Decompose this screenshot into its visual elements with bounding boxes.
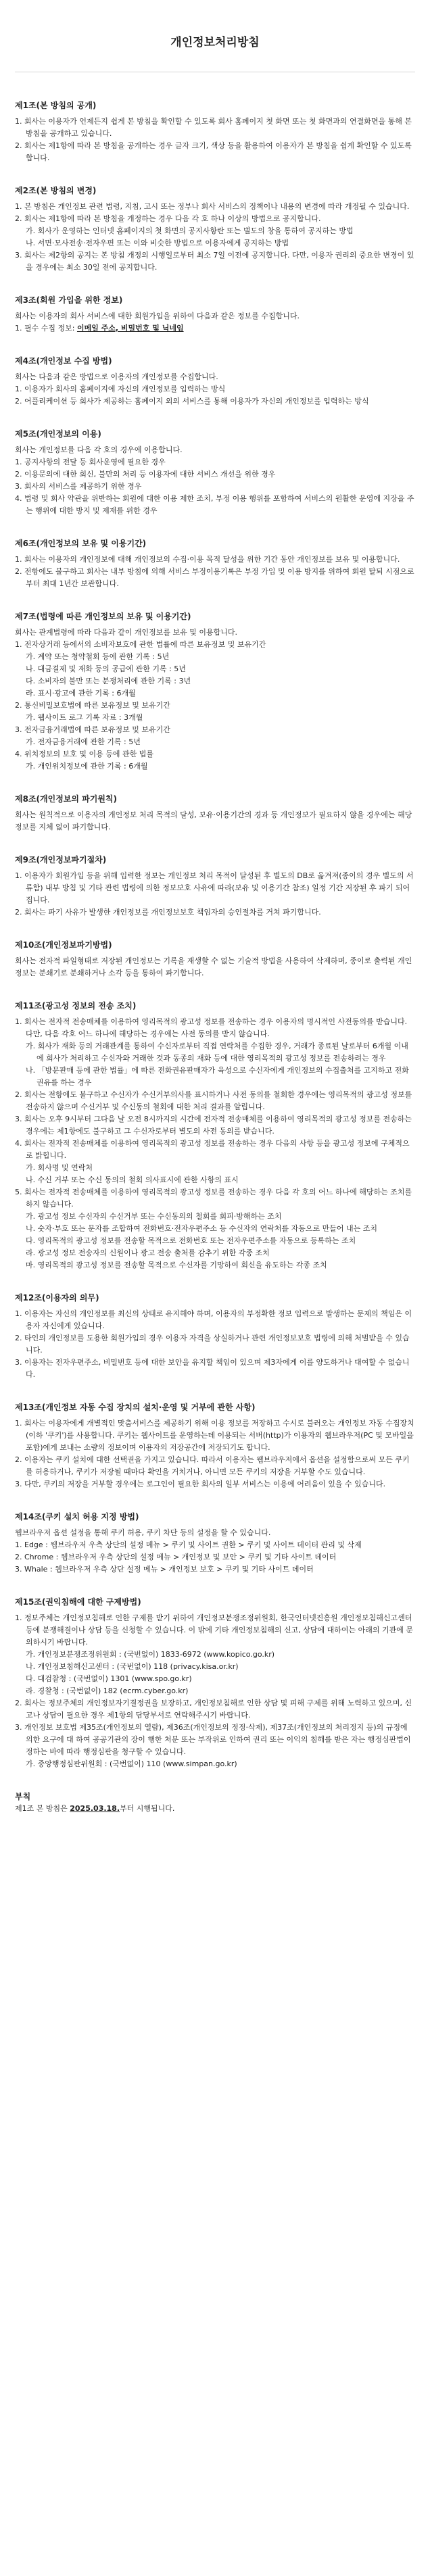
article-item <box>15 1478 415 1490</box>
item-text: 2. Chrome : 웹브라우저 우측 상단의 설정 메뉴 > 개인정보 및 보안 > 쿠키 및 기타 사이트 데이터 <box>15 1553 337 1561</box>
item-text: 가. 개인정보분쟁조정위원회 : (국번없이) 1833-6972 (www.kopico.go.kr) <box>26 1650 275 1659</box>
article-item <box>15 1357 415 1381</box>
item-text: 2. 회사는 파기 사유가 발생한 개인정보를 개인정보보호 책임자의 승인절차를 거쳐 파기합니다. <box>15 908 321 917</box>
item-text: 1. 공지사항의 전달 등 회사운영에 필요한 경우 <box>15 458 166 466</box>
item-text: 가. 광고성 정보 수신자의 수신거부 또는 수신동의의 철회를 회피·방해하는 조치 <box>26 1212 282 1221</box>
article-heading: 제7조(법령에 따른 개인정보의 보유 및 이용기간) <box>15 612 191 621</box>
article-item <box>15 383 415 395</box>
item-text: 가. 계약 또는 청약철회 등에 관한 기록 : 5년 <box>26 652 170 661</box>
article-5 <box>15 428 415 517</box>
item-text: 3. 회사의 서비스를 제공하기 위한 경우 <box>15 482 142 491</box>
article-item <box>15 1758 415 1770</box>
article-item <box>15 627 415 639</box>
item-text: 라. 경찰청 : (국번없이) 182 (ecrm.cyber.go.kr) <box>26 1686 189 1695</box>
item-text: 1. 회사는 이용자의 개인정보에 대해 개인정보의 수집·이용 목적 달성을 위한 기간 동안 개인정보를 보유 및 이용합니다. <box>15 555 400 564</box>
article-item <box>15 736 415 748</box>
article-item <box>15 1040 415 1065</box>
article-item <box>15 493 415 517</box>
item-text: 2. 이용자는 쿠키 설치에 대한 선택권을 가지고 있습니다. 따라서 이용자는 웹브라우저에서 옵션을 설정함으로써 모든 쿠키를 허용하거나, 쿠키가 저장될 때마다 확인을 거치거나, 아니면 모든 쿠키의 저장을 거부할 수도 있습니다. <box>15 1455 410 1476</box>
article-15 <box>15 1596 415 1770</box>
item-text: 가. 개인위치정보에 관한 기록 : 6개월 <box>26 762 148 771</box>
article-item <box>15 1186 415 1211</box>
item-text: 나. 「방문판매 등에 관한 법률」에 따른 전화권유판매자가 육성으로 수신자에게 개인정보의 수집출처를 고지하고 전화권유를 하는 경우 <box>26 1066 409 1087</box>
item-text: 다. 소비자의 불만 또는 분쟁처리에 관한 기록 : 3년 <box>26 677 191 685</box>
article-items <box>15 1527 415 1576</box>
article-item <box>15 201 415 213</box>
article-heading: 제4조(개인정보 수집 방법) <box>15 356 112 366</box>
article-heading: 제14조(쿠키 설치 허용 지정 방법) <box>15 1512 139 1522</box>
item-text: 2. 회사는 제1항에 따라 본 방침을 개정하는 경우 다음 각 호 하나 이상의 방법으로 공지합니다. <box>15 214 321 223</box>
item-text: 2. 회사는 정보주체의 개인정보자기결정권을 보장하고, 개인정보침해로 인한 상담 및 피해 구제를 위해 노력하고 있으며, 신고나 상담이 필요한 경우 제1항의 담당부서로 연락해주시기 바랍니다. <box>15 1699 412 1720</box>
article-items <box>15 870 415 919</box>
article-heading: 제3조(회원 가입을 위한 정보) <box>15 295 123 305</box>
article-item <box>15 395 415 408</box>
article-item <box>15 748 415 760</box>
item-text: 1. 이용자는 자신의 개인정보를 최신의 상태로 유지해야 하며, 이용자의 부정확한 정보 입력으로 발생하는 문제의 책임은 이용자 자신에게 있습니다. <box>15 1309 412 1330</box>
article-item <box>15 237 415 249</box>
item-text: 1. 회사는 전자적 전송매체를 이용하여 영리목적의 광고성 정보를 전송하는 경우 이용자의 명시적인 사전동의를 받습니다. 다만, 다음 각호 어느 하나에 해당하는 경우에는 사전 동의를 받지 않습니다. <box>15 1017 408 1038</box>
item-text: 1. 정보주체는 개인정보침해로 인한 구제를 받기 위하여 개인정보분쟁조정위원회, 한국인터넷진흥원 개인정보침해신고센터 등에 분쟁해결이나 상담 등을 신청할 수 있습니다. 이 밖에 기타 개인정보침해의 신고, 상담에 대하여는 아래의 기관에 문의하시기 바랍니다. <box>15 1613 413 1647</box>
article-item <box>15 1417 415 1454</box>
article-item <box>15 1016 415 1040</box>
item-text: 회사는 다음과 같은 방법으로 이용자의 개인정보를 수집합니다. <box>15 372 218 381</box>
article-item <box>15 712 415 724</box>
item-text: 회사는 원칙적으로 이용자의 개인정보 처리 목적의 달성, 보유·이용기간의 경과 등 개인정보가 필요하지 않을 경우에는 해당 정보를 지체 없이 파기합니다. <box>15 810 412 831</box>
article-item <box>15 1259 415 1271</box>
article-item <box>15 140 415 164</box>
article-items <box>15 1612 415 1770</box>
article-item <box>15 675 415 687</box>
article-item <box>15 1247 415 1259</box>
article-item <box>15 1527 415 1539</box>
effective-date: 2025.03.18. <box>70 1804 120 1813</box>
item-text: 3. Whale : 웹브라우저 우측 상단 설정 메뉴 > 개인정보 보호 > 쿠키 및 기타 사이트 데이터 <box>15 1565 314 1574</box>
article-items <box>15 554 415 590</box>
article-item <box>15 809 415 833</box>
item-text: 4. 위치정보의 보호 및 이용 등에 관한 법률 <box>15 750 153 758</box>
article-item <box>15 1685 415 1697</box>
article-items <box>15 1016 415 1271</box>
item-text: 3. 전자금융거래법에 따른 보유정보 및 보유기간 <box>15 725 170 734</box>
item-text: 2. 타인의 개인정보를 도용한 회원가입의 경우 이용자 자격을 상실하거나 관련 개인정보보호 법령에 의해 처벌받을 수 있습니다. <box>15 1334 410 1355</box>
article-item <box>15 1332 415 1357</box>
article-item <box>15 554 415 566</box>
item-text: 가. 웹사이트 로그 기록 자료 : 3개월 <box>26 713 143 722</box>
item-text: 다. 대검찰청 : (국번없이) 1301 (www.spo.go.kr) <box>26 1674 192 1683</box>
article-11 <box>15 1000 415 1271</box>
article-item <box>15 566 415 590</box>
article-items <box>15 444 415 517</box>
article-item <box>15 1661 415 1673</box>
article-item <box>15 651 415 663</box>
article-item <box>15 1162 415 1174</box>
article-item <box>15 1065 415 1089</box>
article-item <box>15 1138 415 1162</box>
article-13 <box>15 1401 415 1490</box>
item-text: 회사는 개인정보를 다음 각 호의 경우에 이용합니다. <box>15 445 183 454</box>
addendum-text <box>15 1803 415 1815</box>
item-text: 3. 개인정보 보호법 제35조(개인정보의 열람), 제36조(개인정보의 정정·삭제), 제37조(개인정보의 처리정지 등)의 규정에 의한 요구에 대 하여 공공기관의 장이 행한 처분 또는 부작위로 인하여 권리 또는 이익의 침해를 받은 자는 행정심판법이 정하는 바에 따라 행정심판을 청구할 수 있습니다. <box>15 1723 411 1756</box>
article-items <box>15 955 415 979</box>
article-9 <box>15 854 415 919</box>
article-8 <box>15 793 415 833</box>
article-item <box>15 116 415 140</box>
item-text: 라. 표시·광고에 관한 기록 : 6개월 <box>26 689 136 698</box>
item-text: 2. 전항에도 불구하고 회사는 내부 방침에 의해 서비스 부정이용기록은 부정 가입 및 이용 방지를 위하여 회원 탈퇴 시점으로부터 최대 1년간 보관합니다. <box>15 567 414 588</box>
article-item <box>15 1089 415 1113</box>
item-text: 1. 회사는 이용자에게 개별적인 맞춤서비스를 제공하기 위해 이용 정보를 저장하고 수시로 불러오는 개인정보 자동 수집장치(이하 '쿠키')를 사용합니다. 쿠키는 웹사이트를 운영하는데 이용되는 서버(http)가 이용자의 웹브라우저(PC 및 모바일을 포함)에게 보내는 소량의 정보이며 이용자의 저장공간에 저장되기도 합니다. <box>15 1419 414 1452</box>
article-item <box>15 870 415 906</box>
item-text: 가. 회사명 및 연락처 <box>26 1163 93 1172</box>
article-item <box>15 1211 415 1223</box>
article-item <box>15 1649 415 1661</box>
article-item <box>15 1722 415 1758</box>
article-heading: 제6조(개인정보의 보유 및 이용기간) <box>15 539 147 548</box>
item-text: 가. 중앙행정심판위원회 : (국번없이) 110 (www.simpan.go.kr) <box>26 1759 237 1768</box>
item-text: 2. 회사는 전항에도 불구하고 수신자가 수신거부의사를 표시하거나 사전 동의를 철회한 경우에는 영리목적의 광고성 정보를 전송하지 않으며 수신거부 및 수신동의 철회에 대한 처리 결과를 알립니다. <box>15 1090 412 1111</box>
item-text: 나. 서면·모사전송·전자우편 또는 이와 비슷한 방법으로 이용자에게 공지하는 방법 <box>26 239 289 247</box>
item-text: 가. 회사가 재화 등의 거래관계를 통하여 수신자로부터 직접 연락처를 수집한 경우, 거래가 종료된 날로부터 6개월 이내에 회사가 처리하고 수신자와 거래한 것과 동종의 재화 등에 대한 영리목적의 광고성 정보를 전송하려는 경우 <box>26 1042 408 1063</box>
item-text: 3. 회사는 오후 9시부터 그다음 날 오전 8시까지의 시간에 전자적 전송매체를 이용하여 영리목적의 광고성 정보를 전송하는 경우에는 제1항에도 불구하고 그 수신자로부터 별도의 사전 동의를 받습니다. <box>15 1115 412 1136</box>
article-heading: 제11조(광고성 정보의 전송 조치) <box>15 1001 137 1011</box>
article-item <box>15 700 415 712</box>
article-item <box>15 663 415 675</box>
item-text: 3. 이용자는 전자우편주소, 비밀번호 등에 대한 보안을 유지할 책임이 있으며 제3자에게 이를 양도하거나 대여할 수 없습니다. <box>15 1358 410 1379</box>
article-heading: 제15조(권익침해에 대한 구제방법) <box>15 1597 141 1607</box>
article-item <box>15 225 415 237</box>
item-text: 나. 수신 거부 또는 수신 동의의 철회 의사표시에 관한 사항의 표시 <box>26 1175 239 1184</box>
article-item <box>15 1563 415 1576</box>
article-items <box>15 627 415 773</box>
article-4 <box>15 355 415 408</box>
item-text: 나. 개인정보침해신고센터 : (국번없이) 118 (privacy.kisa.or.kr) <box>26 1662 239 1671</box>
article-heading: 제12조(이용자의 의무) <box>15 1293 99 1303</box>
article-heading: 제8조(개인정보의 파기원칙) <box>15 794 118 804</box>
item-text: 나. 숫자·부호 또는 문자를 조합하여 전화번호·전자우편주소 등 수신자의 연락처를 자동으로 만들어 내는 조치 <box>26 1224 377 1233</box>
item-text: 웹브라우저 옵션 설정을 통해 쿠키 허용, 쿠키 차단 등의 설정을 할 수 있습니다. <box>15 1528 271 1537</box>
article-item <box>15 444 415 456</box>
item-text: 1. 본 방침은 개인정보 관련 법령, 지침, 고시 또는 정부나 회사 서비스의 정책이나 내용의 변경에 따라 개정될 수 있습니다. <box>15 202 410 211</box>
article-item <box>15 1697 415 1722</box>
article-item <box>15 1612 415 1649</box>
article-heading: 제9조(개인정보파기절차) <box>15 855 107 865</box>
item-text: 가. 전자금융거래에 관한 기록 : 5년 <box>26 737 141 746</box>
item-text: 마. 영리목적의 광고성 정보를 전송할 목적으로 수신자를 기망하여 회신을 유도하는 각종 조치 <box>26 1261 327 1269</box>
article-items <box>15 201 415 274</box>
article-items <box>15 116 415 164</box>
article-item <box>15 1235 415 1247</box>
article-heading: 제10조(개인정보파기방법) <box>15 940 112 950</box>
article-items <box>15 310 415 335</box>
article-items <box>15 371 415 408</box>
article-2 <box>15 185 415 274</box>
item-text: 3. 다만, 쿠키의 저장을 거부할 경우에는 로그인이 필요한 회사의 일부 서비스는 이용에 어려움이 있을 수 있습니다. <box>15 1480 386 1488</box>
article-item <box>15 1539 415 1551</box>
article-7 <box>15 610 415 773</box>
article-item <box>15 371 415 383</box>
article-item <box>15 1113 415 1138</box>
article-item <box>15 687 415 700</box>
article-item <box>15 1551 415 1563</box>
article-item <box>15 1673 415 1685</box>
article-items <box>15 1417 415 1490</box>
article-item <box>15 310 415 322</box>
article-item <box>15 456 415 468</box>
article-12 <box>15 1292 415 1381</box>
highlighted-text: 이메일 주소, 비밀번호 및 닉네임 <box>76 324 184 333</box>
item-text: 4. 법령 및 회사 약관을 위반하는 회원에 대한 이용 제한 조치, 부정 이용 행위를 포함하여 서비스의 원활한 운영에 지장을 주는 행위에 대한 방지 및 제재를 위한 경우 <box>15 494 414 515</box>
item-text: 3. 회사는 제2항의 공지는 본 방침 개정의 시행일로부터 최소 7일 이전에 공지합니다. 다만, 이용자 권리의 중요한 변경이 있을 경우에는 최소 30일 전에 공지합니다. <box>15 251 414 272</box>
item-text: 1. 필수 수집 정보: <box>15 324 77 333</box>
item-text: 회사는 전자적 파일형태로 저장된 개인정보는 기록을 재생할 수 없는 기술적 방법을 사용하여 삭제하며, 종이로 출력된 개인정보는 분쇄기로 분쇄하거나 소각 등을 통하여 파기합니다. <box>15 956 412 977</box>
article-heading: 제1조(본 방침의 공개) <box>15 101 97 110</box>
article-item <box>15 760 415 773</box>
article-heading: 제13조(개인정보 자동 수집 장치의 설치·운영 및 거부에 관한 사항) <box>15 1403 256 1412</box>
addendum <box>15 1791 415 1815</box>
article-item <box>15 468 415 481</box>
article-heading: 제5조(개인정보의 이용) <box>15 429 101 439</box>
article-item <box>15 481 415 493</box>
item-text: 1. 이용자가 회사의 홈페이지에 자신의 개인정보를 입력하는 방식 <box>15 385 226 393</box>
item-text: 회사는 관계법령에 따라 다음과 같이 개인정보를 보유 및 이용합니다. <box>15 628 237 637</box>
article-14 <box>15 1511 415 1576</box>
item-text: 라. 광고성 정보 전송자의 신원이나 광고 전송 출처를 감추기 위한 각종 조치 <box>26 1248 270 1257</box>
item-text: 다. 영리목적의 광고성 정보를 전송할 목적으로 전화번호 또는 전자우편주소를 자동으로 등록하는 조치 <box>26 1236 356 1245</box>
item-text: 1. 전자상거래 등에서의 소비자보호에 관한 법률에 따른 보유정보 및 보유기간 <box>15 640 266 649</box>
item-text: 2. 이용문의에 대한 회신, 불만의 처리 등 이용자에 대한 서비스 개선을 위한 경우 <box>15 470 276 479</box>
article-1 <box>15 99 415 164</box>
addendum-prefix: 제1조 본 방침은 <box>15 1804 70 1813</box>
article-10 <box>15 939 415 979</box>
page-title: 개인정보처리방침 <box>170 36 260 49</box>
item-text: 가. 회사가 운영하는 인터넷 홈페이지의 첫 화면의 공지사항란 또는 별도의 창을 통하여 공지하는 방법 <box>26 226 354 235</box>
item-text: 나. 대금결제 및 재화 등의 공급에 관한 기록 : 5년 <box>26 664 186 673</box>
policy-sections <box>15 99 415 1770</box>
article-item <box>15 213 415 225</box>
item-text: 2. 통신비밀보호법에 따른 보유정보 및 보유기간 <box>15 701 170 710</box>
item-text: 2. 회사는 제1항에 따라 본 방침을 공개하는 경우 글자 크기, 색상 등을 활용하여 이용자가 본 방침을 쉽게 확인할 수 있도록 합니다. <box>15 141 412 162</box>
article-item <box>15 955 415 979</box>
article-item <box>15 639 415 651</box>
article-items <box>15 809 415 833</box>
article-item <box>15 1174 415 1186</box>
article-3 <box>15 294 415 335</box>
article-heading: 제2조(본 방침의 변경) <box>15 186 97 195</box>
item-text: 4. 회사는 전자적 전송매체를 이용하여 영리목적의 광고성 정보를 전송하는 경우 다음의 사항 등을 광고성 정보에 구체적으로 밝힙니다. <box>15 1139 410 1160</box>
article-item <box>15 1308 415 1332</box>
article-item <box>15 249 415 274</box>
item-text: 1. 회사는 이용자가 언제든지 쉽게 본 방침을 확인할 수 있도록 회사 홈페이지 첫 화면 또는 첫 화면과의 연결화면을 통해 본 방침을 공개하고 있습니다. <box>15 117 412 138</box>
article-6 <box>15 537 415 590</box>
item-text: 1. 이용자가 회원가입 등을 위해 입력한 정보는 개인정보 처리 목적이 달성된 후 별도의 DB로 옮겨져(종이의 경우 별도의 서류함) 내부 방침 및 기타 관련 법령에 의한 정보보호 사유에 따라(보유 및 이용기간 참조) 일정 기간 저장된 후 파기 되어집니다. <box>15 871 414 904</box>
article-item <box>15 322 415 335</box>
article-item <box>15 1454 415 1478</box>
article-items <box>15 1308 415 1381</box>
article-item <box>15 906 415 919</box>
article-item <box>15 724 415 736</box>
item-text: 1. Edge : 웹브라우저 우측 상단의 설정 메뉴 > 쿠키 및 사이트 권한 > 쿠키 및 사이트 데이터 관리 및 삭제 <box>15 1540 362 1549</box>
item-text: 회사는 이용자의 회사 서비스에 대한 회원가입을 위하여 다음과 같은 정보를 수집합니다. <box>15 312 300 320</box>
addendum-suffix: 부터 시행됩니다. <box>120 1804 175 1813</box>
addendum-heading: 부칙 <box>15 1792 31 1801</box>
item-text: 2. 어플리케이션 등 회사가 제공하는 홈페이지 외의 서비스를 통해 이용자가 자신의 개인정보를 입력하는 방식 <box>15 397 369 406</box>
article-item <box>15 1223 415 1235</box>
item-text: 5. 회사는 전자적 전송매체를 이용하여 영리목적의 광고성 정보를 전송하는 경우 다음 각 호의 어느 하나에 해당하는 조치를 하지 않습니다. <box>15 1188 412 1209</box>
